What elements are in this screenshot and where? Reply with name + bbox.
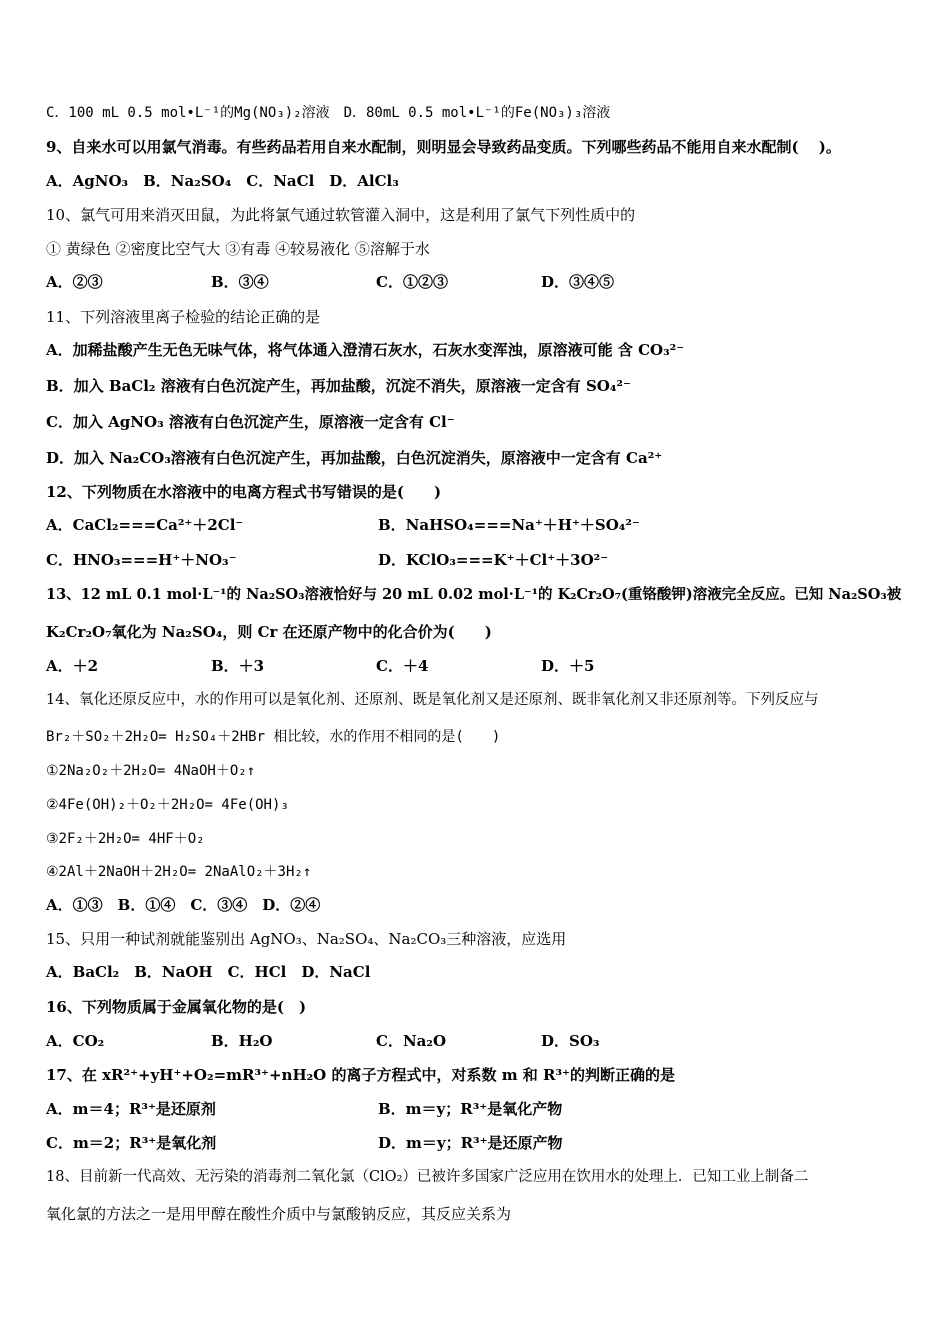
q17-stem: 17、在 xR²⁺+yH⁺+O₂=mR³⁺+nH₂O 的离子方程式中，对系数 m 和 R³⁺的判断正确的是 (46, 1066, 675, 1084)
q15-options: A．BaCl₂ B．NaOH C．HCl D．NaCl (46, 963, 371, 981)
q11-option-c: C．加入 AgNO₃ 溶液有白色沉淀产生，原溶液一定含有 Cl⁻ (46, 413, 455, 431)
q11-option-b: B．加入 BaCl₂ 溶液有白色沉淀产生，再加盐酸，沉淀不消失，原溶液一定含有 SO₄²⁻ (46, 377, 631, 395)
q16-option-c: C．Na₂O (376, 1032, 447, 1050)
q10-option-c: C．①②③ (376, 273, 448, 291)
q18-stem-line2: 氧化氯的方法之一是用甲醇在酸性介质中与氯酸钠反应，其反应关系为 (46, 1205, 512, 1223)
q13-option-c: C．＋4 (376, 657, 429, 675)
q17-option-a: A．m＝4；R³⁺是还原剂 (46, 1100, 216, 1118)
q11-option-a: A．加稀盐酸产生无色无味气体，将气体通入澄清石灰水，石灰水变浑浊，原溶液可能 含 CO₃²⁻ (46, 341, 685, 359)
q13-stem-line1: 13、12 mL 0.1 mol·L⁻¹的 Na₂SO₃溶液恰好与 20 mL 0.02 mol·L⁻¹的 K₂Cr₂O₇(重铬酸钾)溶液完全反应。已知 Na₂SO₃被 (46, 586, 902, 603)
q11-stem: 11、下列溶液里离子检验的结论正确的是 (46, 308, 321, 326)
q16-options (46, 1031, 599, 1051)
q10-properties: ① 黄绿色 ②密度比空气大 ③有毒 ④较易液化 ⑤溶解于水 (46, 240, 430, 258)
q13-option-a: A．＋2 (46, 657, 99, 675)
q12-stem: 12、下列物质在水溶液中的电离方程式书写错误的是( ) (46, 483, 442, 501)
q16-option-b: B．H₂O (211, 1032, 273, 1050)
q9-options: A．AgNO₃ B．Na₂SO₄ C．NaCl D．AlCl₃ (46, 172, 399, 190)
q9-stem: 9、自来水可以用氯气消毒。有些药品若用自来水配制，则明显会导致药品变质。下列哪些药品不能用自来水配制( )。 (46, 138, 841, 156)
q16-stem: 16、下列物质属于金属氧化物的是( ) (46, 998, 307, 1016)
q17-option-b: B．m＝y；R³⁺是氧化产物 (378, 1100, 563, 1118)
q10-option-b: B．③④ (211, 273, 269, 291)
q14-reaction-4: ④2Al＋2NaOH＋2H₂O= 2NaAlO₂＋3H₂↑ (46, 864, 312, 880)
q8-options-cd: C．100 mL 0.5 mol•L⁻¹的Mg(NO₃)₂溶液 D．80mL 0.5 mol•L⁻¹的Fe(NO₃)₃溶液 (46, 105, 611, 121)
q14-reaction-3: ③2F₂＋2H₂O= 4HF＋O₂ (46, 831, 205, 847)
q14-stem-line2: Br₂＋SO₂＋2H₂O= H₂SO₄＋2HBr 相比较，水的作用不相同的是( ) (46, 729, 501, 745)
q10-stem: 10、氯气可用来消灭田鼠，为此将氯气通过软管灌入洞中，这是利用了氯气下列性质中的 (46, 206, 636, 224)
q16-option-a: A．CO₂ (46, 1032, 105, 1050)
q12-option-d: D．KClO₃===K⁺＋Cl⁺＋3O²⁻ (378, 551, 609, 569)
q12-option-a: A．CaCl₂===Ca²⁺＋2Cl⁻ (46, 516, 244, 534)
q13-option-b: B．＋3 (211, 657, 265, 675)
q14-reaction-2: ②4Fe(OH)₂＋O₂＋2H₂O= 4Fe(OH)₃ (46, 797, 289, 813)
q16-option-d: D．SO₃ (541, 1032, 600, 1050)
q18-stem-line1: 18、目前新一代高效、无污染的消毒剂二氧化氯（ClO₂）已被许多国家广泛应用在饮用水的处理上．已知工业上制备二 (46, 1169, 809, 1185)
q14-stem-line1: 14、氧化还原反应中，水的作用可以是氧化剂、还原剂、既是氧化剂又是还原剂、既非氧化剂又非还原剂等。下列反应与 (46, 692, 819, 708)
q10-option-d: D．③④⑤ (541, 273, 615, 291)
q13-option-d: D．＋5 (541, 657, 595, 675)
q13-stem-line2: K₂Cr₂O₇氧化为 Na₂SO₄，则 Cr 在还原产物中的化合价为( ) (46, 623, 492, 641)
q11-option-d: D．加入 Na₂CO₃溶液有白色沉淀产生，再加盐酸，白色沉淀消失，原溶液中一定含有 Ca²⁺ (46, 449, 663, 467)
q12-option-b: B．NaHSO₄===Na⁺＋H⁺＋SO₄²⁻ (378, 516, 640, 534)
q17-option-d: D．m＝y；R³⁺是还原产物 (378, 1134, 563, 1152)
q10-option-a: A．②③ (46, 273, 103, 291)
q13-options (46, 656, 594, 676)
q14-options: A．①③ B．①④ C．③④ D．②④ (46, 896, 321, 914)
q17-option-c: C．m＝2；R³⁺是氧化剂 (46, 1134, 217, 1152)
q12-option-c: C．HNO₃===H⁺＋NO₃⁻ (46, 551, 237, 569)
q14-reaction-1: ①2Na₂O₂＋2H₂O= 4NaOH＋O₂↑ (46, 763, 256, 779)
q15-stem: 15、只用一种试剂就能鉴别出 AgNO₃、Na₂SO₄、Na₂CO₃三种溶液，应选用 (46, 930, 567, 948)
q10-options (46, 272, 614, 292)
